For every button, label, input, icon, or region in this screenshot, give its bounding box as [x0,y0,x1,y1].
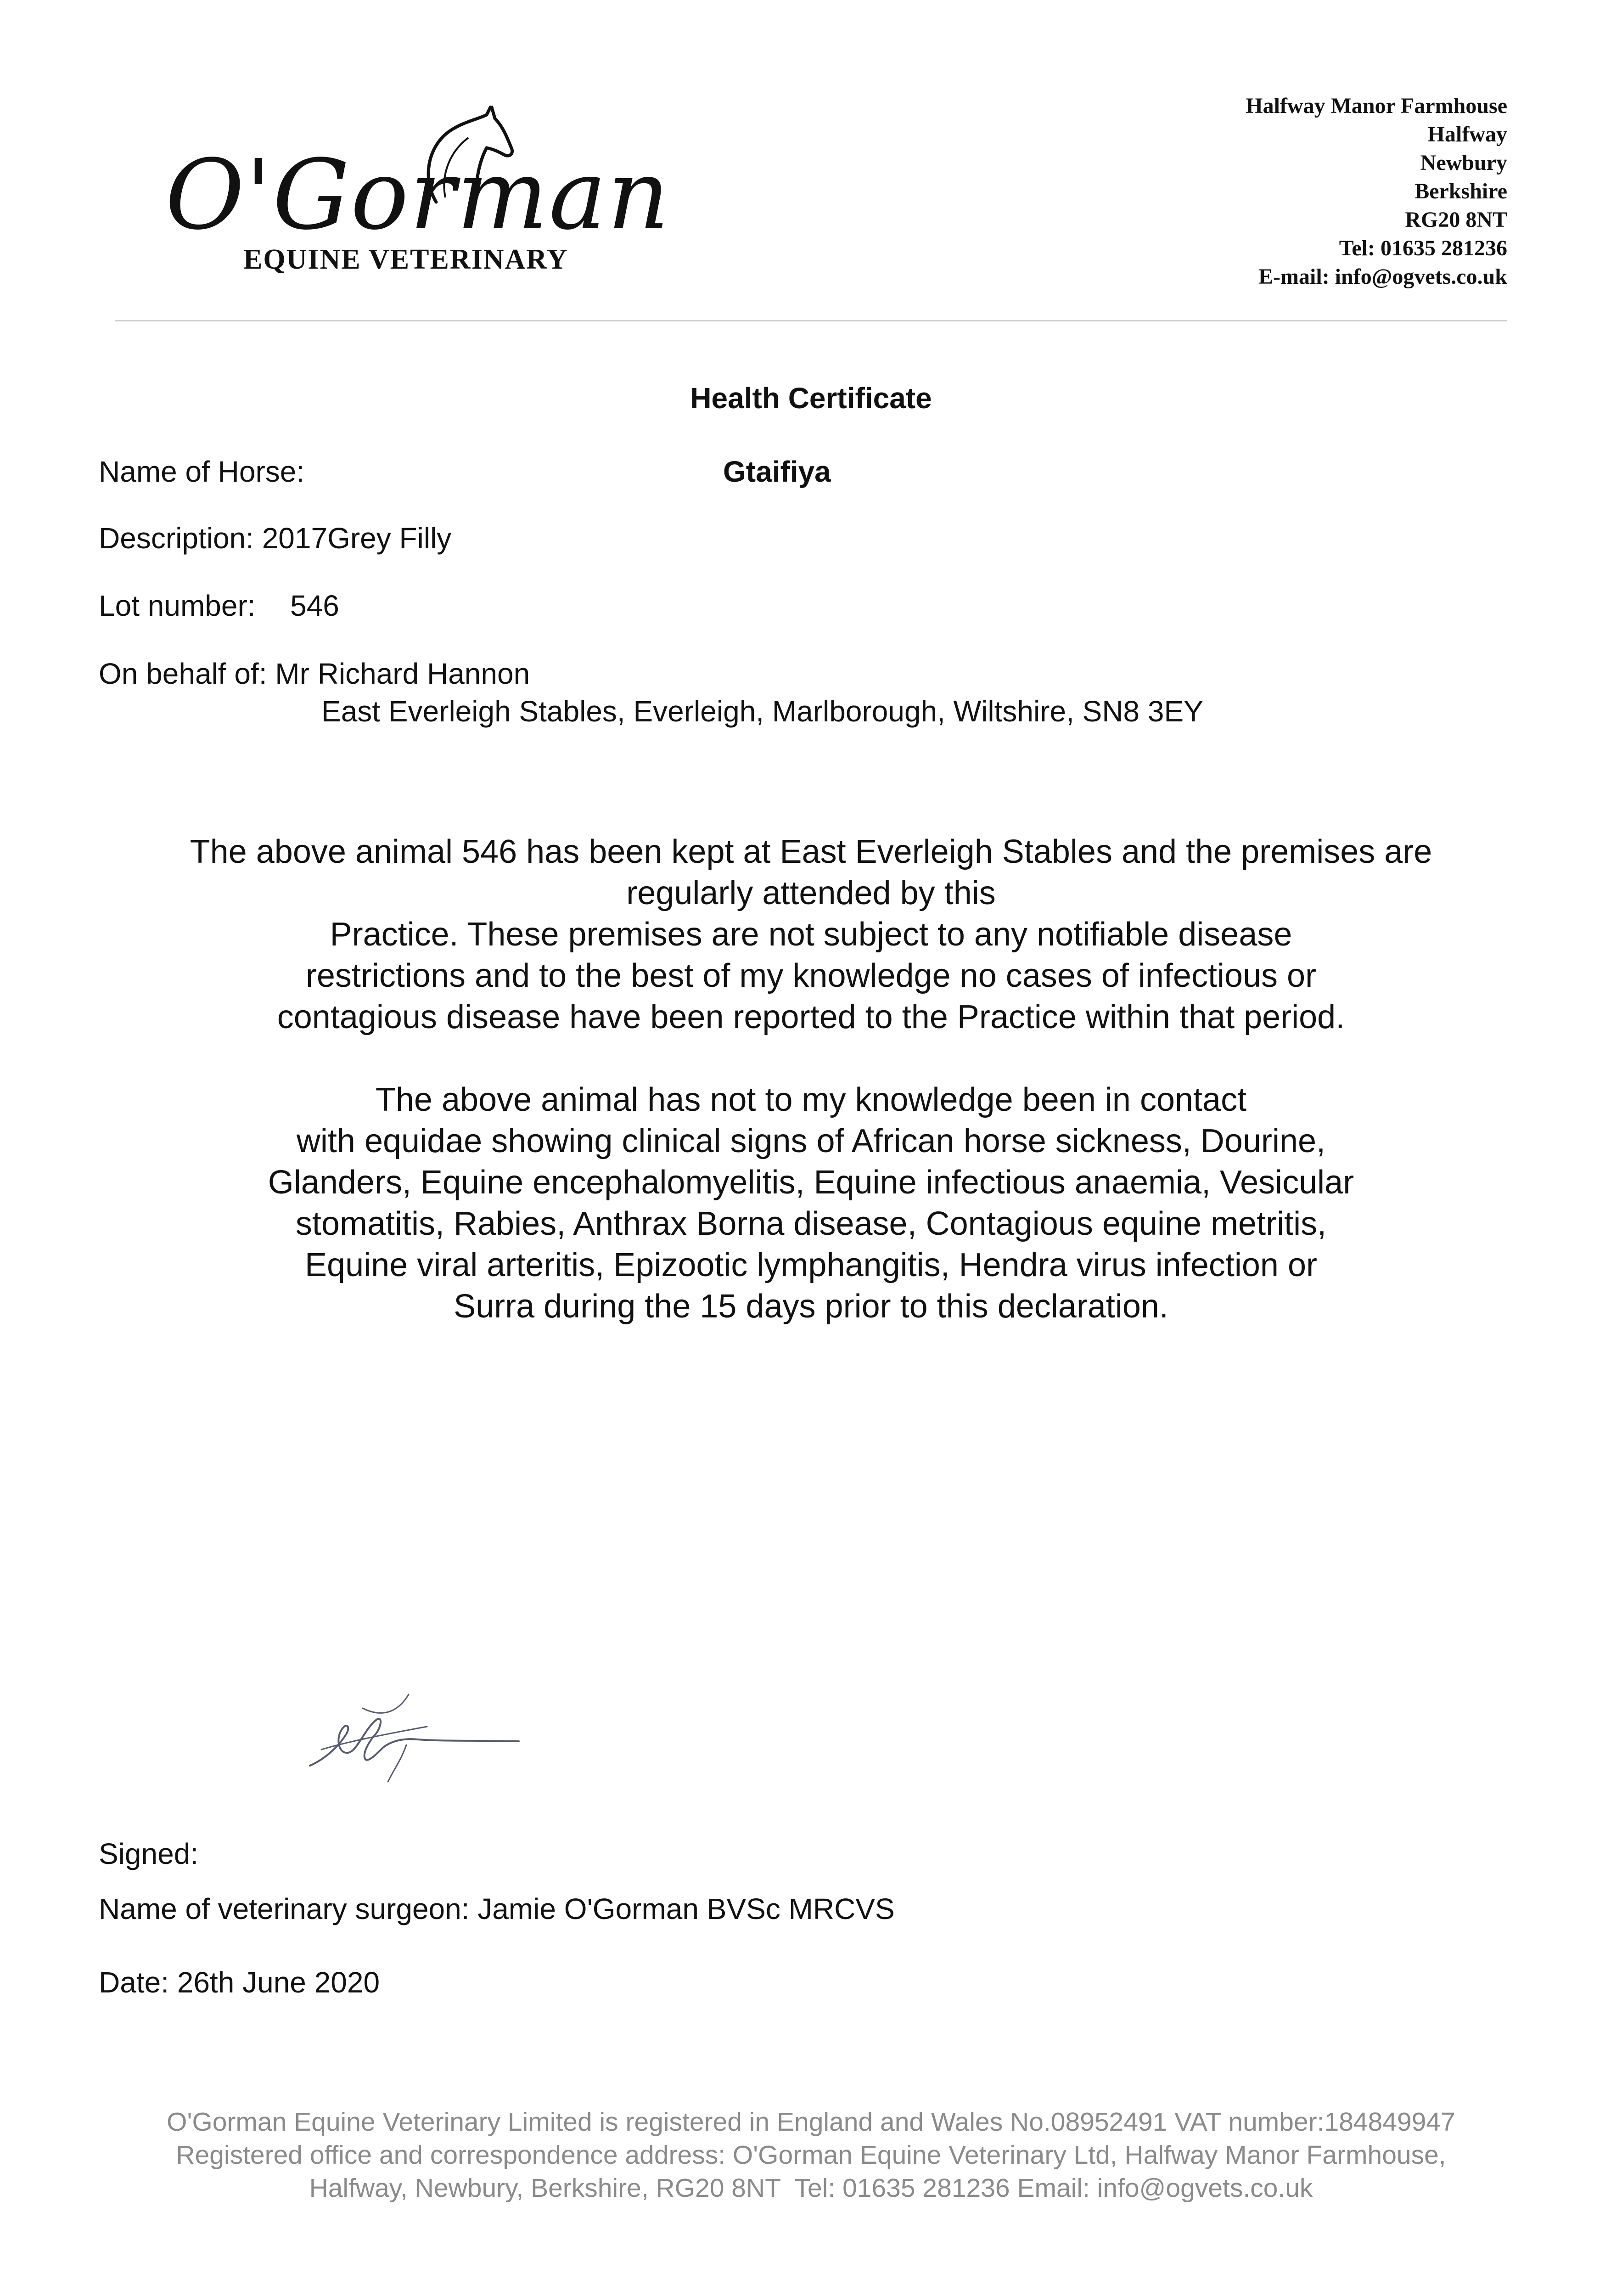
company-logo [165,106,671,289]
footer-line: O'Gorman Equine Veterinary Limited is registered in England and Wales No.08952491 VAT number:184849947 [167,2107,1455,2137]
header-divider [115,320,1507,321]
body-line: with equidae showing clinical signs of African horse sickness, Dourine, [296,1123,1326,1159]
address-line: Berkshire [1414,179,1507,203]
body-line: Practice. These premises are not subject to any notifiable disease [330,916,1292,953]
behalf-row [99,657,530,691]
address-line: RG20 8NT [1405,208,1507,232]
body-line: restrictions and to the best of my knowledge no cases of infectious or [305,957,1317,994]
logo-wordmark: O'Gorman [165,139,671,251]
signature-image [308,1690,523,1786]
address-phone: Tel: 01635 281236 [1339,236,1507,260]
page-footer [0,2105,1622,2205]
horse-name-value: Gtaifiya [723,455,831,488]
lot-number-row [99,589,339,623]
behalf-name: Mr Richard Hannon [275,657,530,690]
description-label: Description: [99,522,254,555]
behalf-label: On behalf of: [99,657,267,690]
logo-subtitle: EQUINE VETERINARY [243,244,568,275]
body-line: regularly attended by this [626,875,996,912]
lot-number-label: Lot number: [99,589,256,622]
date-value: 26th June 2020 [177,1966,380,1999]
surgeon-row [99,1892,895,1926]
body-line: contagious disease have been reported to the Practice within that period. [277,999,1345,1035]
address-line: Newbury [1420,151,1507,175]
lot-number-value: 546 [290,589,339,622]
page-title: Health Certificate [690,382,932,415]
date-row [99,1965,380,1999]
description-value: 2017Grey Filly [262,522,452,555]
date-label: Date: [99,1966,169,1999]
practice-address [1094,92,1507,291]
body-line: The above animal has not to my knowledge been in contact [375,1081,1247,1118]
horse-name-label: Name of Horse: [99,455,305,488]
address-line: Halfway [1427,122,1507,146]
address-email: E-mail: info@ogvets.co.uk [1258,264,1507,289]
surgeon-name: Jamie O'Gorman BVSc MRCVS [477,1892,895,1925]
footer-line: Halfway, Newbury, Berkshire, RG20 8NT Tel: 01635 281236 Email: info@ogvets.co.uk [309,2173,1313,2203]
body-line: Equine viral arteritis, Epizootic lymphangitis, Hendra virus infection or [305,1247,1317,1283]
certificate-body [119,831,1503,1327]
body-line: Surra during the 15 days prior to this declaration. [454,1288,1168,1325]
body-line: stomatitis, Rabies, Anthrax Borna disease, Contagious equine metritis, [295,1205,1327,1242]
footer-line: Registered office and correspondence address: O'Gorman Equine Veterinary Ltd, Halfway Manor Farmhouse, [176,2140,1446,2170]
surgeon-label: Name of veterinary surgeon: [99,1892,470,1925]
signed-label: Signed: [99,1837,199,1870]
address-line: Halfway Manor Farmhouse [1246,94,1507,118]
body-line: Glanders, Equine encephalomyelitis, Equine infectious anaemia, Vesicular [268,1164,1354,1201]
behalf-address: East Everleigh Stables, Everleigh, Marlborough, Wiltshire, SN8 3EY [321,695,1203,728]
description-row [99,521,451,555]
body-line: The above animal 546 has been kept at East Everleigh Stables and the premises are [190,833,1432,870]
